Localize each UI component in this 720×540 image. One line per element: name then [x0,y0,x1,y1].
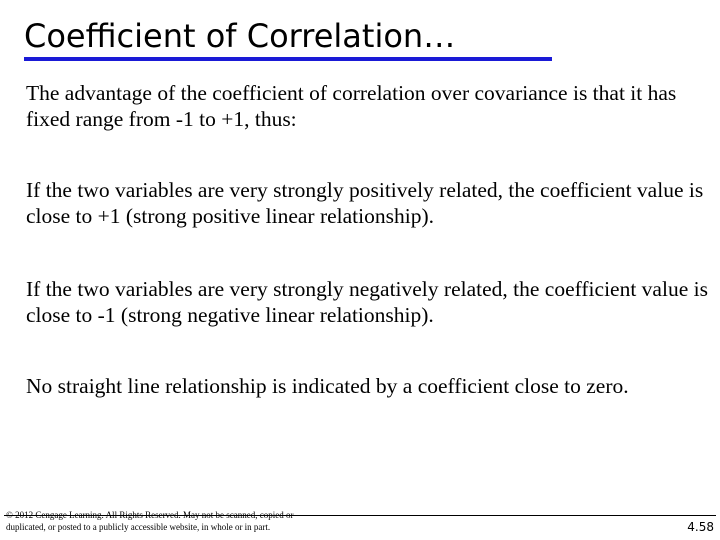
slide-number: 4.58 [687,520,714,534]
title-underline [24,57,552,61]
paragraph-positive-relation: If the two variables are very strongly positively related, the coefficient value is close to +1 (strong positive linear relationship). [26,178,704,228]
paragraph-negative-relation: If the two variables are very strongly negatively related, the coefficient value is close to -1 (strong negative linear relationship). [26,277,708,327]
footer-copyright [6,509,336,533]
paragraph-advantage: The advantage of the coefficient of correlation over covariance is that it has fixed range from -1 to +1, thus: [26,81,677,131]
paragraph-no-relation: No straight line relationship is indicated by a coefficient close to zero. [26,374,629,398]
slide-title: Coefficient of Correlation… [24,17,456,55]
footer-divider [4,515,716,516]
copyright-line: duplicated, or posted to a publicly accessible website, in whole or in part. [6,522,271,532]
copyright-line: © 2012 Cengage Learning. All Rights Reserved. May not be scanned, copied or [6,510,294,520]
